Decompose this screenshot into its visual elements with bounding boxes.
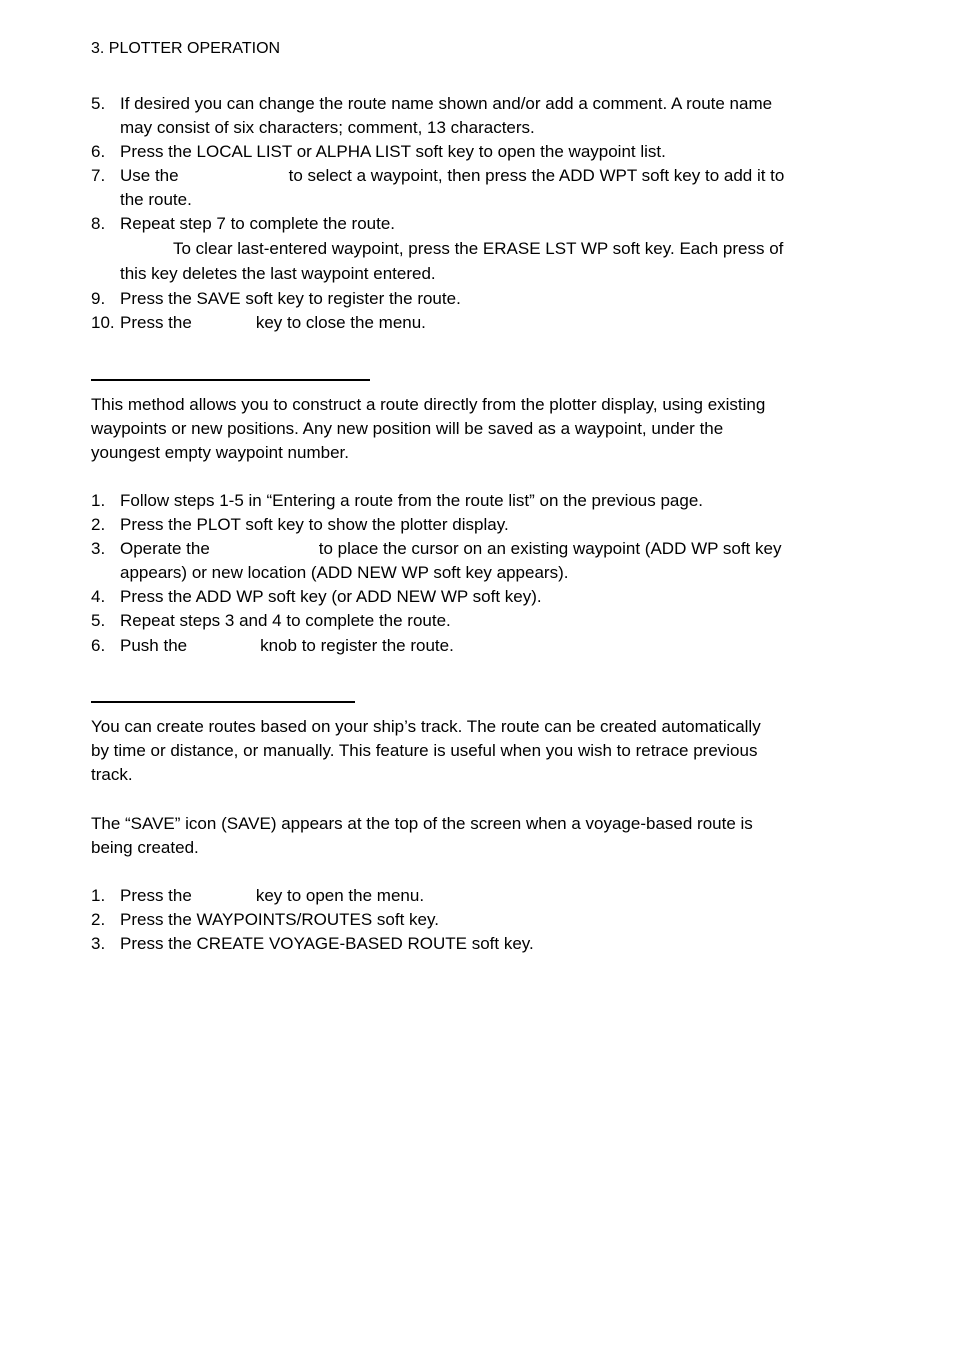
section3-intro-3: track. — [91, 765, 133, 784]
manual-page: 3. PLOTTER OPERATION 5. If desired you can change the route name shown and/or add a comment. A route name may consist of six characters; comment, 13 characters. 6. Press the LOCAL LIST or ALPHA LIST soft key to open the waypoint list. 7. Use the to select a waypoint, then press the ADD WPT soft key to add it to the route. 8. Repeat step 7 to complete the route. To clear last-entered waypoint, press the ERASE LST WP soft key. Each press of this key deletes the last waypoint entered. 9. Press the SAVE soft key to register the route. 10. Press the key to close the menu. This method allows you to construct a route directly from the plotter display, using existing waypoints or new positions. Any new position will be saved as a waypoint, under the youngest empty waypoint number. 1. Follow steps 1-5 in “Entering a route from the route list” on the previous page. 2. Press the PLOT soft key to show the plotter display. 3. Operate the to place the cursor on an existing waypoint (ADD WP soft key appears) or new location (ADD NEW WP soft key appears). 4. Press the ADD WP soft key (or ADD NEW WP soft key). 5. Repeat steps 3 and 4 to complete the route. 6. Push the knob to register the route. You can create routes based on your ship’s track. The route can be created automatically by time or distance, or manually. This feature is useful when you wish to retrace previous track. The “SAVE” icon (SAVE) appears at the top of the screen when a voyage-based route is being created. 1. Press the key to open the menu. 2. Press the WAYPOINTS/ROUTES soft key. 3. Press the CREATE VOYAGE-BASED ROUTE soft key. — [91, 40, 785, 953]
section-heading-rule — [91, 379, 370, 381]
page-header: 3. PLOTTER OPERATION — [91, 40, 281, 57]
section3-intro-1: You can create routes based on your ship’s track. The route can be created automatically — [91, 717, 761, 736]
section2-intro-3: youngest empty waypoint number. — [91, 443, 349, 462]
section2-intro-2: waypoints or new positions. Any new position will be saved as a waypoint, under the — [91, 419, 724, 438]
section-heading-rule — [91, 701, 355, 703]
save-icon-note-2: being created. — [91, 838, 199, 857]
section2-intro-1: This method allows you to construct a route directly from the plotter display, using existing — [91, 395, 766, 414]
section3-intro-2: by time or distance, or manually. This feature is useful when you wish to retrace previous — [91, 741, 758, 760]
save-icon-note-1: The “SAVE” icon (SAVE) appears at the top of the screen when a voyage-based route is — [91, 814, 753, 833]
